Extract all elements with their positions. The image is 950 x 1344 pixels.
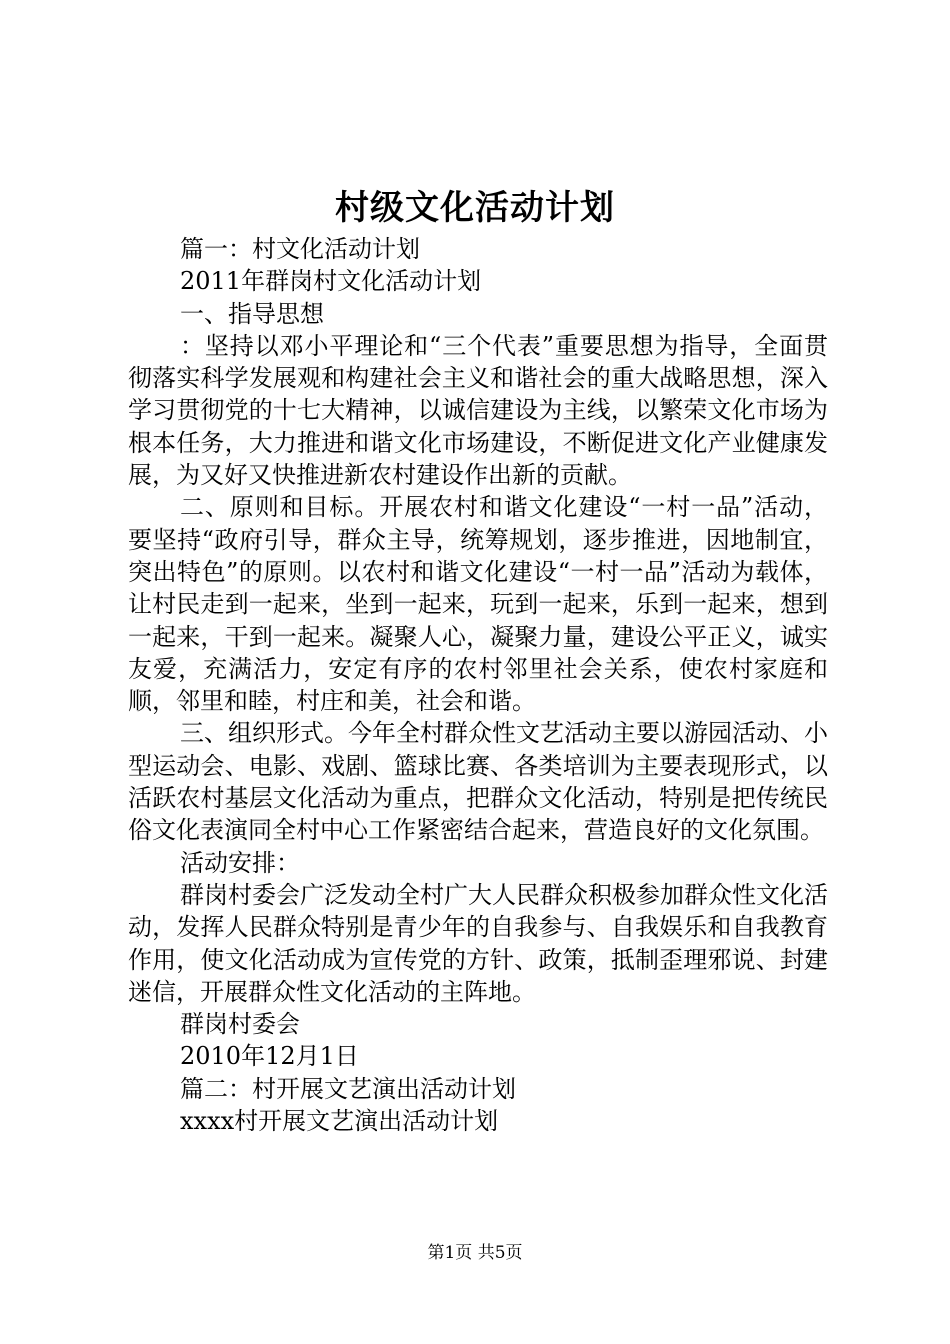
- plan-title: 2011年群岗村文化活动计划: [180, 267, 482, 296]
- section-heading: 活动安排：: [180, 848, 300, 877]
- document-title: 村级文化活动计划: [335, 188, 615, 228]
- page-number-footer: 第1页 共5页: [427, 1243, 523, 1263]
- section-heading: 篇二：村开展文艺演出活动计划: [180, 1074, 516, 1103]
- body-paragraph: 三、组织形式。今年全村群众性文艺活动主要以游园活动、小型运动会、电影、戏剧、篮球比赛、各类培训为主要表现形式，以活跃农村基层文化活动为重点，把群众文化活动，特别是把传统民俗文化表演同全村中心工作紧密结合起来，营造良好的文化氛围。: [128, 719, 828, 845]
- body-paragraph: 二、原则和目标。开展农村和谐文化建设“一村一品”活动，要坚持“政府引导，群众主导，统筹规划，逐步推进，因地制宜，突出特色”的原则。以农村和谐文化建设“一村一品”活动为载体，让村民走到一起来，坐到一起来，玩到一起来，乐到一起来，想到一起来，干到一起来。凝聚人心，凝聚力量，建设公平正义，诚实友爱，充满活力，安定有序的农村邻里社会关系，使农村家庭和顺，邻里和睦，村庄和美，社会和谐。: [128, 493, 828, 716]
- body-paragraph: ：坚持以邓小平理论和“三个代表”重要思想为指导，全面贯彻落实科学发展观和构建社会主义和谐社会的重大战略思想，深入学习贯彻党的十七大精神，以诚信建设为主线，以繁荣文化市场为根本任务，大力推进和谐文化市场建设，不断促进文化产业健康发展，为又好又快推进新农村建设作出新的贡献。: [128, 331, 828, 490]
- date-line: 2010年12月1日: [180, 1042, 359, 1071]
- section-heading: 篇一：村文化活动计划: [180, 235, 420, 263]
- body-paragraph: 群岗村委会广泛发动全村广大人民群众积极参加群众性文化活动，发挥人民群众特别是青少年的自我参与、自我娱乐和自我教育作用，使文化活动成为宣传党的方针、政策，抵制歪理邪说、封建迷信，开展群众性文化活动的主阵地。: [128, 880, 828, 1006]
- plan-title: xxxx村开展文艺演出活动计划: [180, 1107, 499, 1136]
- section-heading: 一、指导思想: [180, 299, 324, 328]
- document-body: [128, 233, 828, 1137]
- signature-line: 群岗村委会: [180, 1010, 300, 1039]
